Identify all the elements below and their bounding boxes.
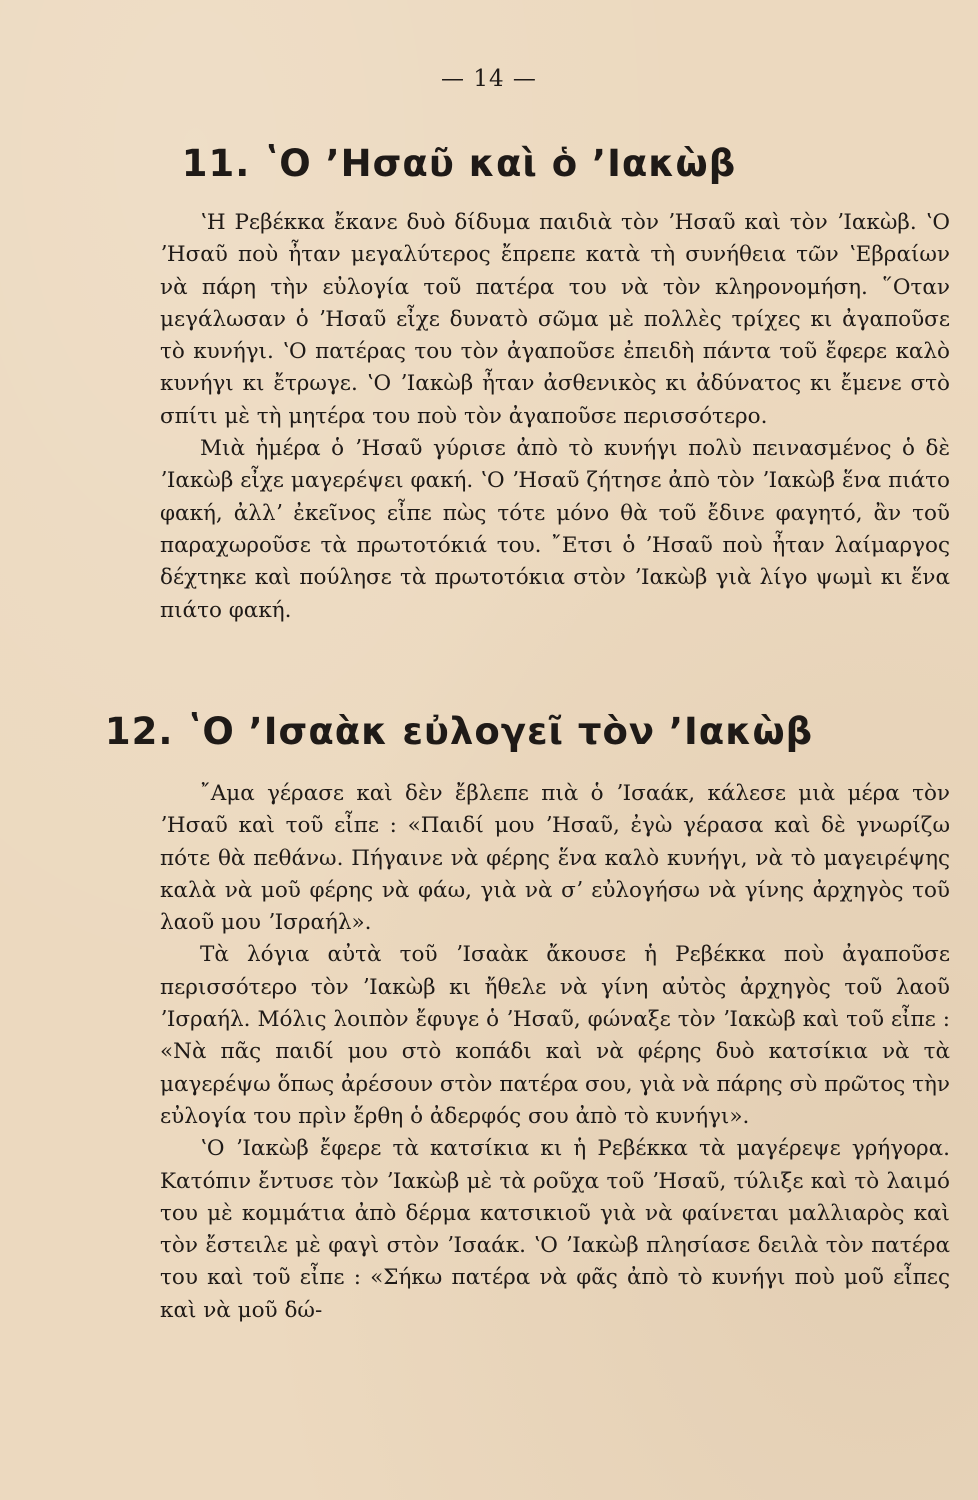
- section-body-12: [160, 778, 950, 1327]
- paragraph: Μιὰ ἡμέρα ὁ ʼΗσαῦ γύρισε ἀπὸ τὸ κυνήγι πολὺ πεινασμένος ὁ δὲ ʼΙακὼβ εἶχε μαγερέψει φακή. ʽΟ ʼΗσαῦ ζήτησε ἀπὸ τὸν ʼΙακὼβ ἕνα πιάτο φακή, ἀλλʼ ἐκεῖνος εἶπε πὼς τότε μόνο θὰ τοῦ ἔδινε φαγητό, ἂν τοῦ παραχωροῦσε τὰ πρωτοτόκιά του. ῎Ετσι ὁ ʼΗσαῦ ποὺ ἦταν λαίμαργος δέχτηκε καὶ πούλησε τὰ πρωτοτόκια στὸν ʼΙακὼβ γιὰ λίγο ψωμὶ κι ἕνα πιάτο φακή.: [160, 436, 950, 623]
- section-title-11: 11. ʽΟ ʼΗσαῦ καὶ ὁ ʼΙακὼβ: [181, 142, 737, 185]
- section-title-12: 12. ʽΟ ʼΙσαὰκ εὐλογεῖ τὸν ʼΙακὼβ: [104, 710, 814, 753]
- paragraph: ʽΗ Ρεβέκκα ἔκανε δυὸ δίδυμα παιδιὰ τὸν ʼΗσαῦ καὶ τὸν ʼΙακὼβ. ʽΟ ʼΗσαῦ ποὺ ἦταν μεγαλύτερος ἔπρεπε κατὰ τὴ συνήθεια τῶν ʽΕβραίων νὰ πάρη τὴν εὐλογία τοῦ πατέρα του νὰ τὸν κληρονομήση. ῞Οταν μεγάλωσαν ὁ ʼΗσαῦ εἶχε δυνατὸ σῶμα μὲ πολλὲς τρίχες κι ἀγαποῦσε τὸ κυνήγι. ʽΟ πατέρας του τὸν ἀγαποῦσε ἐπειδὴ πάντα τοῦ ἔφερε καλὸ κυνήγι κι ἔτρωγε. ʽΟ ʼΙακὼβ ἦταν ἀσθενικὸς κι ἀδύνατος κι ἔμενε στὸ σπίτι μὲ τὴ μητέρα του ποὺ τὸν ἀγαποῦσε περισσότερο.: [160, 210, 950, 429]
- paragraph: ʽΟ ʼΙακὼβ ἔφερε τὰ κατσίκια κι ἡ Ρεβέκκα τὰ μαγέρεψε γρήγορα. Κατόπιν ἔντυσε τὸν ʼΙακὼβ μὲ τὰ ροῦχα τοῦ ʼΗσαῦ, τύλιξε καὶ τὸ λαιμό του μὲ κομμάτια ἀπὸ δέρμα κατσικιοῦ γιὰ νὰ φαίνεται μαλλιαρὸς καὶ τὸν ἔστειλε μὲ φαγὶ στὸν ʼΙσαάκ. ʽΟ ʼΙακὼβ πλησίασε δειλὰ τὸν πατέρα του καὶ τοῦ εἶπε : «Σήκω πατέρα νὰ φᾶς ἀπὸ τὸ κυνήγι ποὺ μοῦ εἶπες καὶ νὰ μοῦ δώ-: [160, 1136, 950, 1323]
- page-number: — 14 —: [441, 66, 537, 92]
- paragraph: ῎Αμα γέρασε καὶ δὲν ἔβλεπε πιὰ ὁ ʼΙσαάκ, κάλεσε μιὰ μέρα τὸν ʼΗσαῦ καὶ τοῦ εἶπε : «Παιδί μου ʼΗσαῦ, ἐγὼ γέρασα καὶ δὲ γνωρίζω πότε θὰ πεθάνω. Πήγαινε νὰ φέρης ἕνα καλὸ κυνήγι, νὰ τὸ μαγειρέψης καλὰ νὰ μοῦ φέρης νὰ φάω, γιὰ νὰ σʼ εὐλογήσω νὰ γίνης ἀρχηγὸς τοῦ λαοῦ μου ʼΙσραήλ».: [160, 781, 950, 936]
- section-body-11: [160, 207, 950, 627]
- paragraph: Τὰ λόγια αὐτὰ τοῦ ʼΙσαὰκ ἄκουσε ἡ Ρεβέκκα ποὺ ἀγαποῦσε περισσότερο τὸν ʼΙακὼβ κι ἤθελε νὰ γίνη αὐτὸς ἀρχηγὸς τοῦ λαοῦ ʼΙσραήλ. Μόλις λοιπὸν ἔφυγε ὁ ʼΗσαῦ, φώναξε τὸν ʼΙακὼβ καὶ τοῦ εἶπε : «Νὰ πᾶς παιδί μου στὸ κοπάδι καὶ νὰ φέρης δυὸ κατσίκια νὰ τὰ μαγερέψω ὅπως ἀρέσουν στὸν πατέρα σου, γιὰ νὰ πάρης σὺ πρῶτος τὴν εὐλογία του πρὶν ἔρθη ὁ ἀδερφός σου ἀπὸ τὸ κυνήγι».: [160, 942, 950, 1129]
